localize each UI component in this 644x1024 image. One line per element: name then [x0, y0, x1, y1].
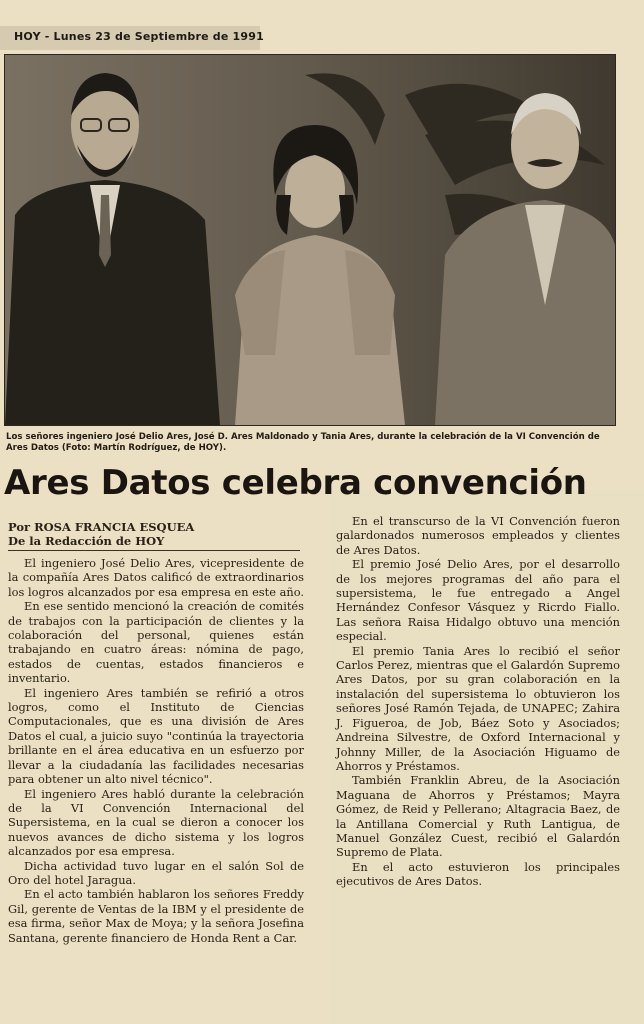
paragraph: En el acto también hablaron los señores Freddy Gil, gerente de Ventas de la IBM y el presidente de esa firma, señor Max de Moya; y la señora Josefina Santana, gerente financiero de Honda Rent a Car.: [8, 887, 304, 945]
article-column-1: [8, 556, 304, 945]
byline-author: Por ROSA FRANCIA ESQUEA: [8, 520, 195, 534]
dateline: HOY - Lunes 23 de Septiembre de 1991: [14, 30, 264, 43]
paragraph: En el transcurso de la VI Convención fueron galardonados numerosos empleados y clientes de Ares Datos.: [336, 514, 620, 557]
paragraph: En el acto estuvieron los principales ejecutivos de Ares Datos.: [336, 859, 620, 889]
paragraph: En ese sentido mencionó la creación de comités de trabajos con la participación de clientes y la colaboración del personal, quienes están trabajando en cuatro áreas: nómina de pago, estados de cuentas, estados financieros e inventario.: [8, 599, 304, 686]
photo-caption: Los señores ingeniero José Delio Ares, José D. Ares Maldonado y Tania Ares, durante la celebración de la VI Convención de Ares Datos (Foto: Martín Rodríguez, de HOY).: [6, 432, 600, 453]
byline-rule: [8, 550, 300, 551]
paragraph: También Franklin Abreu, de la Asociación Maguana de Ahorros y Préstamos; Mayra Gómez, de Reid y Pellerano; Altagracia Baez, de la Antillana Comercial y Ruth Lantigua, de Manuel González Cuest, recibió el Galardón Supremo de Plata.: [336, 773, 620, 860]
paragraph: El ingeniero Ares también se refirió a otros logros, como el Instituto de Ciencias Computacionales, que es una división de Ares Datos el cual, a juicio suyo "continúa la trayectoria brillante en el área educativa en un esfuerzo por llevar a la ciudadanía las facilidades necesarias para obtener un alto nivel técnico".: [8, 685, 304, 787]
paragraph: El premio Tania Ares lo recibió el señor Carlos Perez, mientras que el Galardón Supremo Ares Datos, por su gran colaboración en la instalación del supersistema lo obtuvieron los señores José Ramón Tejada, de UNAPEC; Zahira J. Figueroa, de Job, Báez Soto y Asociados; Andreina Silvestre, de Oxford Internacional y Johnny Miller, de la Asociación Higuamo de Ahorros y Préstamos.: [336, 643, 620, 773]
paragraph: El ingeniero José Delio Ares, vicepresidente de la compañía Ares Datos calificó de extraordinarios los logros alcanzados por esa empresa en este año.: [8, 556, 304, 599]
paragraph: El ingeniero Ares habló durante la celebración de la VI Convención Internacional del Supersistema, en la cual se dieron a conocer los nuevos avances de dicho sistema y los logros alcanzados por esa empresa.: [8, 786, 304, 859]
article-headline: Ares Datos celebra convención: [4, 463, 587, 503]
photo-illustration: [5, 55, 615, 425]
byline-department: De la Redacción de HOY: [8, 534, 165, 548]
paragraph: El premio José Delio Ares, por el desarrollo de los mejores programas del año para el supersistema, le fue entregado a Angel Hernández Confesor Vásquez y Ricrdo Fiallo. Las señora Raisa Hidalgo obtuvo una mención especial.: [336, 557, 620, 644]
article-column-2: [336, 514, 620, 889]
news-photo: [4, 54, 616, 426]
paragraph: Dicha actividad tuvo lugar en el salón Sol de Oro del hotel Jaragua.: [8, 858, 304, 887]
byline: [8, 520, 308, 548]
